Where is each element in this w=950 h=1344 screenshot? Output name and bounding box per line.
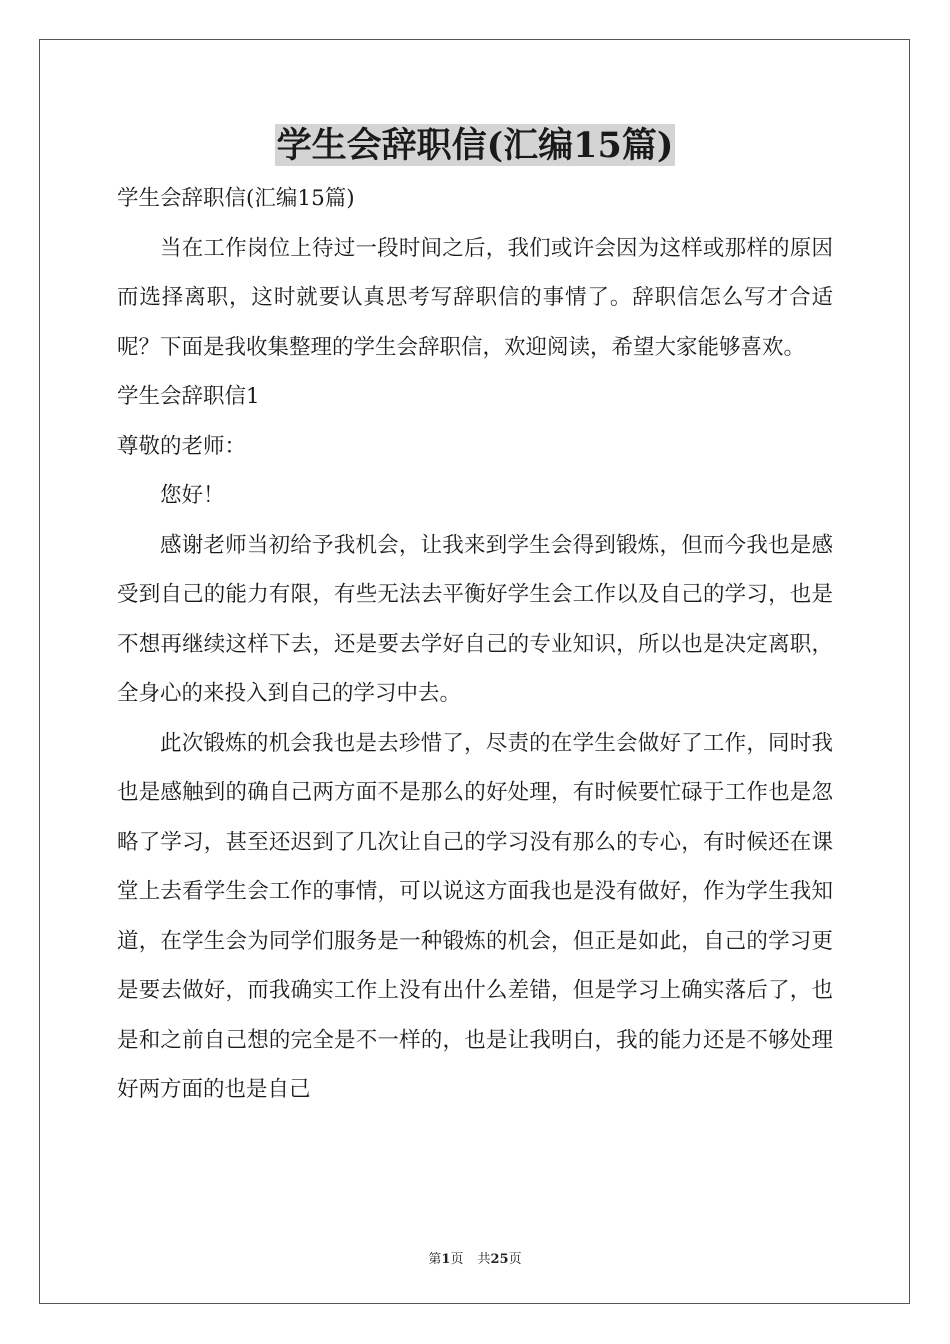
footer-total-prefix: 共 bbox=[477, 1252, 491, 1267]
document-title-text: 学生会辞职信(汇编15篇) bbox=[276, 125, 674, 166]
letter-greeting: 您好！ bbox=[160, 483, 225, 508]
intro-paragraph: 当在工作岗位上待过一段时间之后，我们或许会因为这样或那样的原因而选择离职，这时就要认真思考写辞职信的事情了。辞职信怎么写才合适呢？下面是我收集整理的学生会辞职信，欢迎阅读，希望大家能够喜欢。 bbox=[117, 235, 833, 360]
letter-paragraph: 感谢老师当初给予我机会，让我来到学生会得到锻炼，但而今我也是感受到自己的能力有限，有些无法去平衡好学生会工作以及自己的学习，也是不想再继续这样下去，还是要去学好自己的专业知识，所以也是决定离职，全身心的来投入到自己的学习中去。 bbox=[117, 532, 833, 706]
document-subtitle: 学生会辞职信(汇编15篇) bbox=[117, 186, 355, 211]
footer-page-number: 1 bbox=[441, 1252, 451, 1267]
letter-salutation: 尊敬的老师： bbox=[117, 433, 247, 459]
page-footer bbox=[0, 1248, 950, 1267]
footer-page-suffix: 页 bbox=[450, 1252, 464, 1267]
footer-total-suffix: 页 bbox=[508, 1252, 522, 1267]
letter-paragraph: 此次锻炼的机会我也是去珍惜了，尽责的在学生会做好了工作，同时我也是感触到的确自己两方面不是那么的好处理，有时候要忙碌于工作也是忽略了学习，甚至还迟到了几次让自己的学习没有那么的专心，有时候还在课堂上去看学生会工作的事情，可以说这方面我也是没有做好，作为学生我知道，在学生会为同学们服务是一种锻炼的机会，但正是如此，自己的学习更是要去做好，而我确实工作上没有出什么差错，但是学习上确实落后了，也是和之前自己想的完全是不一样的，也是让我明白，我的能力还是不够处理好两方面的也是自己 bbox=[117, 730, 833, 1102]
document-body bbox=[117, 174, 833, 1115]
document-title bbox=[0, 124, 950, 166]
footer-page-prefix: 第 bbox=[428, 1252, 442, 1267]
letter-heading: 学生会辞职信1 bbox=[117, 384, 260, 409]
footer-total-pages: 25 bbox=[490, 1252, 509, 1267]
